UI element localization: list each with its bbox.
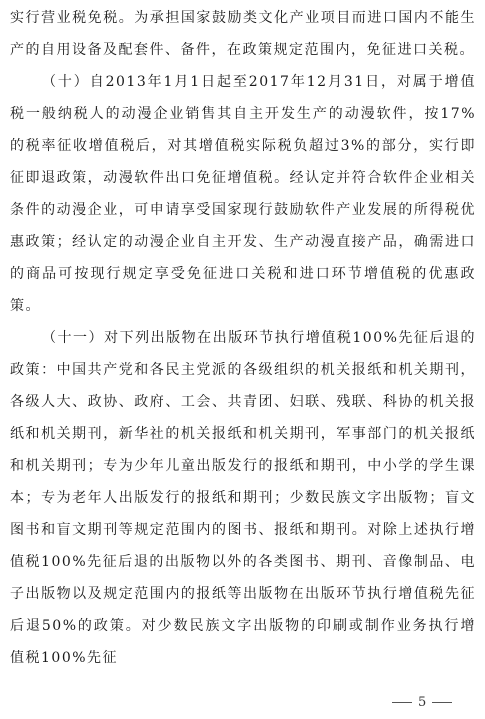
footer-dash-right	[432, 702, 452, 703]
document-body	[10, 2, 476, 674]
footer-dash-left	[392, 702, 412, 703]
page-footer	[392, 693, 472, 711]
paragraph-1: 实行营业税免税。为承担国家鼓励类文化产业项目而进口国内不能生产的自用设备及配套件、备件，在政策规定范围内，免征进口关税。	[10, 10, 476, 58]
page-number: 5	[418, 694, 427, 710]
paragraph-2: （十）自2013年1月1日起至2017年12月31日，对属于增值税一般纳税人的动漫企业销售其自主开发生产的动漫软件，按17%的税率征收增值税后，对其增值税实际税负超过3%的部分，实行即征即退政策，动漫软件出口免征增值税。经认定并符合软件企业相关条件的动漫企业，可申请享受国家现行鼓励软件产业发展的所得税优惠政策；经认定的动漫企业自主开发、生产动漫直接产品，确需进口的商品可按现行规定享受免征进口关税和进口环节增值税的优惠政策。	[10, 74, 476, 314]
paragraph-3: （十一）对下列出版物在出版环节执行增值税100%先征后退的政策：中国共产党和各民主党派的各级组织的机关报纸和机关期刊，各级人大、政协、政府、工会、共青团、妇联、残联、科协的机关报纸和机关期刊，新华社的机关报纸和机关期刊，军事部门的机关报纸和机关期刊；专为少年儿童出版发行的报纸和期刊，中小学的学生课本；专为老年人出版发行的报纸和期刊；少数民族文字出版物；盲文图书和盲文期刊等规定范围内的图书、报纸和期刊。对除上述执行增值税100%先征后退的出版物以外的各类图书、期刊、音像制品、电子出版物以及规定范围内的报纸等出版物在出版环节执行增值税先征后退50%的政策。对少数民族文字出版物的印刷或制作业务执行增值税100%先征	[10, 330, 476, 666]
